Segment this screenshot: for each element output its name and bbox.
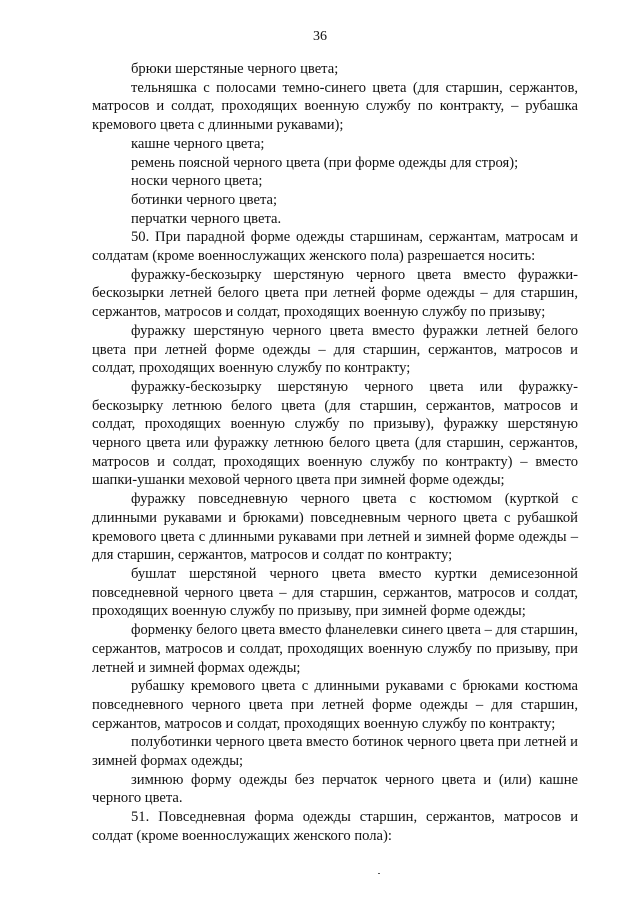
paragraph-4: ремень поясной черного цвета (при форме одежды для строя);: [131, 154, 519, 171]
paragraph-9: фуражку-бескозырку шерстяную черного цвета вместо фуражки-бескозырки летней белого цвета при летней форме одежды – для старшин, сержантов, матросов и солдат, проходящих военную службу по призыву;: [92, 266, 578, 321]
paragraph-2: тельняшка с полосами темно-синего цвета (для старшин, сержантов, матросов и солдат, проходящих военную службу по контракту, – рубашка кремового цвета с длинными рукавами);: [92, 79, 578, 134]
body-text: [92, 60, 578, 846]
paragraph-10: фуражку шерстяную черного цвета вместо фуражки летней белого цвета при летней форме одежды – для старшин, сержантов, матросов и солдат, проходящих военную службу по контракту;: [92, 322, 578, 377]
paragraph-17: зимнюю форму одежды без перчаток черного цвета и (или) кашне черного цвета.: [92, 771, 578, 807]
paragraph-6: ботинки черного цвета;: [131, 191, 278, 208]
paragraph-5: носки черного цвета;: [131, 173, 263, 190]
paragraph-7: перчатки черного цвета.: [131, 210, 282, 227]
paragraph-18: 51. Повседневная форма одежды старшин, сержантов, матросов и солдат (кроме военнослужащих женского пола):: [92, 809, 578, 844]
scan-speck: [378, 873, 380, 874]
paragraph-1: брюки шерстяные черного цвета;: [131, 61, 339, 77]
paragraph-14: форменку белого цвета вместо фланелевки синего цвета – для старшин, сержантов, матросов и солдат, проходящих военную службу по призыву, при летней и зимней формах одежды;: [92, 622, 578, 676]
paragraph-13: бушлат шерстяной черного цвета вместо куртки демисезонной повседневной черного цвета – для старшин, сержантов, матросов и солдат, проходящих военную службу по призыву, при зимней форме одежды;: [92, 565, 578, 620]
paragraph-3: кашне черного цвета;: [131, 135, 265, 152]
paragraph-15: рубашку кремового цвета с длинными рукавами с брюками костюма повседневного черного цвета при летней форме одежды – для старшин, сержантов, матросов и солдат, проходящих военную службу по контракту;: [92, 678, 578, 732]
paragraph-11: фуражку-бескозырку шерстяную черного цвета или фуражку-бескозырку летнюю белого цвета (для старшин, сержантов, матросов и солдат, проходящих военную службу по призыву), фуражку шерстяную черного цвета или фуражку летнюю белого цвета (для старшин, сержантов, матросов и солдат, проходящих военную службу по контракту) – вместо шапки-ушанки меховой черного цвета при зимней форме одежды;: [92, 378, 578, 489]
paragraph-8: 50. При парадной форме одежды старшинам, сержантам, матросам и солдатам (кроме военнослужащих женского пола) разрешается носить:: [92, 229, 578, 265]
paragraph-16: полуботинки черного цвета вместо ботинок черного цвета при летней и зимней формах одежды;: [92, 734, 578, 770]
paragraph-12: фуражку повседневную черного цвета с костюмом (курткой с длинными рукавами и брюками) повседневным черного цвета с рубашкой кремового цвета с длинными рукавами при летней и зимней форме одежды – для старшин, сержантов, матросов и солдат по контракту;: [92, 491, 578, 564]
page-number: 36: [313, 29, 327, 44]
